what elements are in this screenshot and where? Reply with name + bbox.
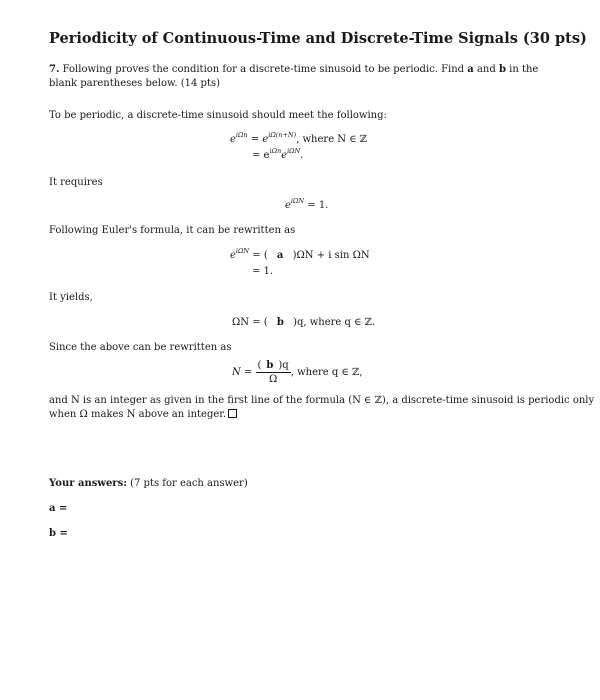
equation-periodicity-line2 xyxy=(252,147,304,161)
eq3-lhs-exponent: iΩN xyxy=(235,247,250,255)
equation-periodicity xyxy=(230,131,368,145)
eq1-where: , where N ∈ ℤ xyxy=(296,134,368,145)
answers-heading-label: Your answers: xyxy=(49,478,127,489)
eq1-lhs-exponent: iΩn xyxy=(235,131,248,139)
it-yields-text: It yields, xyxy=(49,292,93,303)
equation-yield xyxy=(232,317,375,328)
page-title: Periodicity of Continuous-Time and Discrete-Time Signals (30 pts) xyxy=(49,30,587,47)
eq2-rest: = 1. xyxy=(307,200,329,211)
eq5-num-close: )q xyxy=(278,360,289,371)
eq4-rest: )q, where q ∈ ℤ. xyxy=(293,317,376,328)
blank-b: b xyxy=(276,317,284,328)
eq5-where: , where q ∈ ℤ, xyxy=(290,367,363,378)
qed-icon xyxy=(228,409,237,418)
conclusion-line1: and N is an integer as given in the first line of the formula (N ∈ ℤ), a discrete-time sinusoid is periodic only xyxy=(49,395,595,406)
eq1-line2-mid: e xyxy=(281,150,288,161)
question-and: and xyxy=(476,64,496,75)
eq4-lhs: ΩN = ( xyxy=(232,317,268,328)
eq1-rhs: e xyxy=(262,134,269,145)
answer-a-label: a = xyxy=(49,503,68,514)
conclusion-line2 xyxy=(49,409,237,420)
eq2-exponent: iΩN xyxy=(290,197,305,205)
it-requires-text: It requires xyxy=(49,177,103,188)
equation-requirement xyxy=(285,197,329,211)
equation-euler xyxy=(230,247,370,261)
question-prompt xyxy=(49,63,561,91)
eq1-line2: = e xyxy=(252,150,270,161)
equation-n-fraction xyxy=(232,360,363,385)
eq5-num-open: ( xyxy=(257,360,262,371)
since-text: Since the above can be rewritten as xyxy=(49,342,232,353)
eq3-lhs: e xyxy=(230,250,236,261)
answer-b-label: b = xyxy=(49,528,68,539)
question-text-before: Following proves the condition for a discrete-time sinusoid to be periodic. Find xyxy=(62,64,465,75)
intro-text: To be periodic, a discrete-time sinusoid should meet the following: xyxy=(49,110,387,121)
blank-b-ref: b xyxy=(498,64,506,75)
eq1-line2-exp2: iΩN xyxy=(287,147,301,155)
eq5-lhs: N = xyxy=(232,367,253,378)
euler-text: Following Euler's formula, it can be rewritten as xyxy=(49,225,296,236)
answers-note: (7 pts for each answer) xyxy=(130,478,248,489)
eq1-lhs: e xyxy=(230,134,236,145)
answer-b-row[interactable] xyxy=(49,528,68,539)
equation-euler-line2: = 1. xyxy=(252,266,274,277)
eq1-equals: = xyxy=(250,134,260,145)
blank-b-fraction: b xyxy=(266,360,274,371)
blank-a-ref: a xyxy=(467,64,474,75)
blank-a: a xyxy=(276,250,284,261)
eq3-rest: )ΩN + i sin ΩN xyxy=(292,250,370,261)
conclusion-line2-text: when Ω makes N above an integer. xyxy=(49,409,227,420)
eq3-open-paren: = ( xyxy=(252,250,268,261)
fraction-numerator xyxy=(256,360,291,373)
eq1-line2-exp1: iΩn xyxy=(269,147,282,155)
answer-a-row[interactable] xyxy=(49,503,67,514)
fraction-denominator: Ω xyxy=(268,374,278,385)
eq1-rhs-exponent: iΩ(n+N) xyxy=(268,131,297,139)
eq2-base: e xyxy=(285,200,291,211)
answers-heading xyxy=(49,478,248,489)
question-text-after: in the blank parentheses below. (14 pts) xyxy=(49,64,539,89)
fraction xyxy=(256,360,291,385)
eq1-line2-end: . xyxy=(300,150,304,161)
question-number: 7. xyxy=(49,64,60,75)
